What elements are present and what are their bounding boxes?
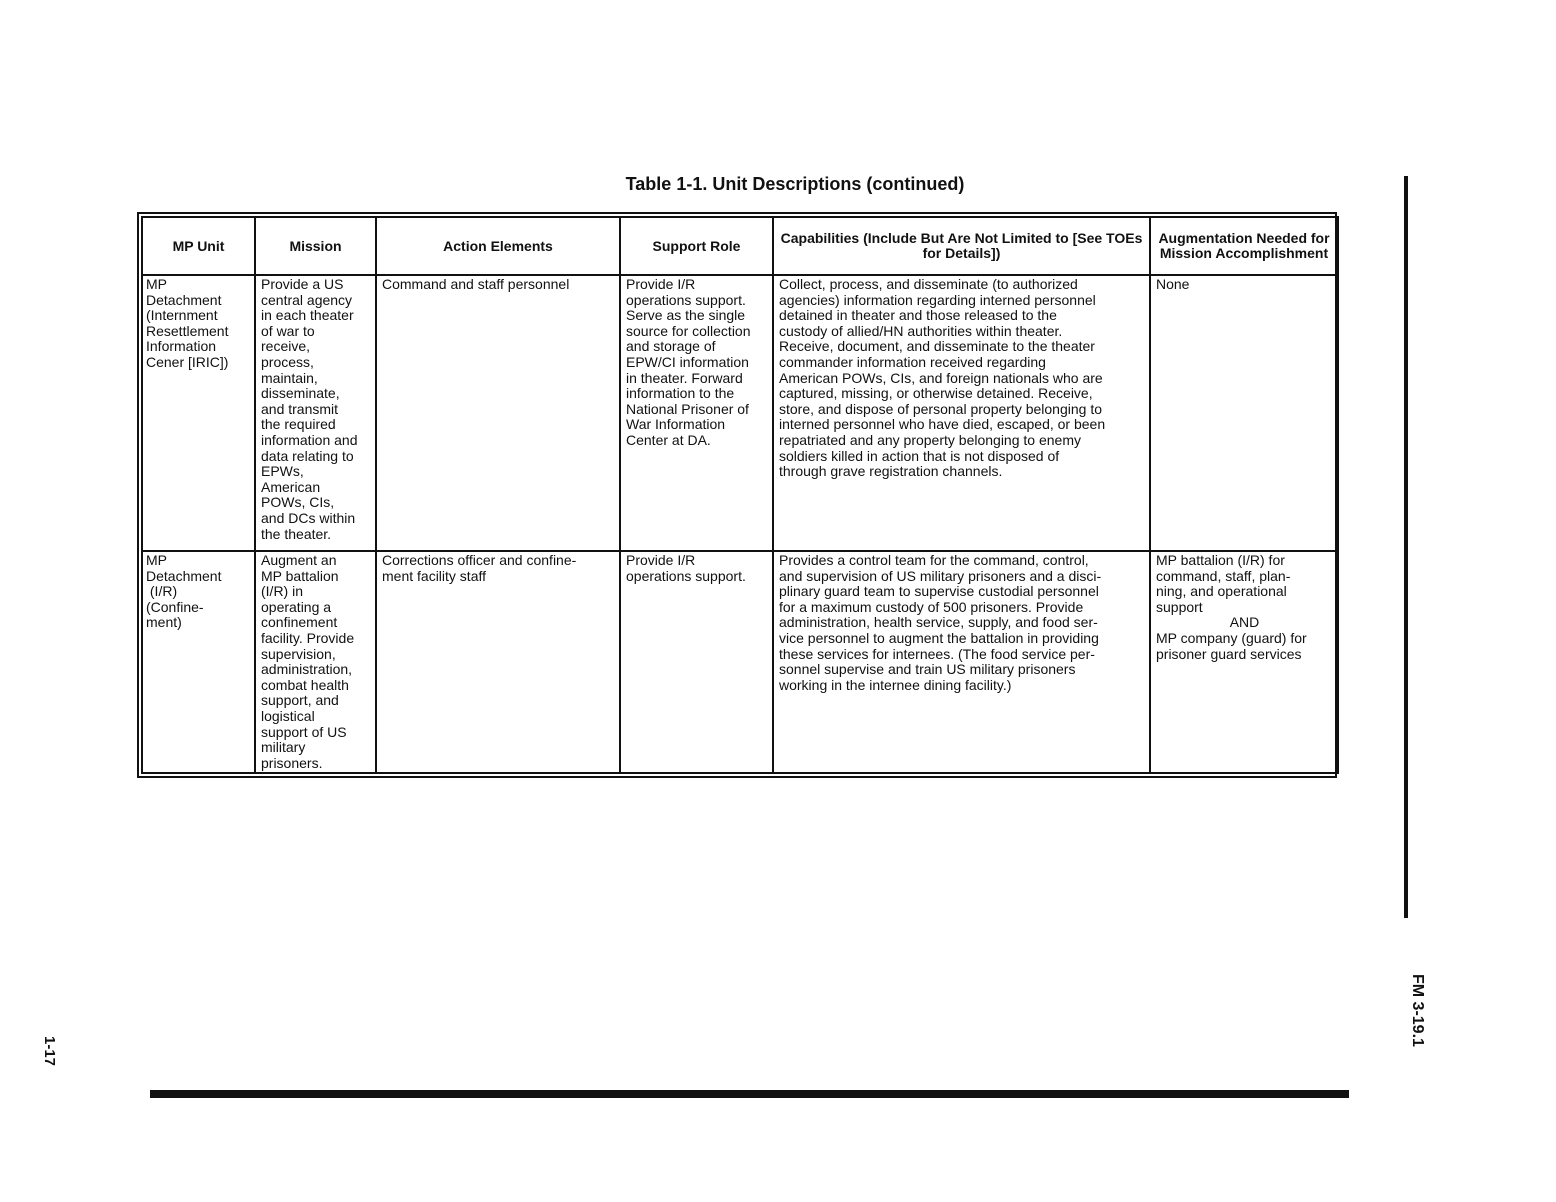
text-line: sonnel supervise and train US military prisoners <box>779 661 1076 678</box>
header-support-role: Support Role <box>620 217 773 275</box>
text-line: POWs, CIs, <box>261 494 335 511</box>
text-line: captured, missing, or otherwise detained. Receive, <box>779 385 1093 402</box>
text-line: EPW/CI information <box>626 353 749 370</box>
text-line: in each theater <box>261 307 354 324</box>
text-line: Serve as the single <box>626 307 746 324</box>
text-line: logistical <box>261 707 315 724</box>
text-line: Provides a control team for the command, control, <box>779 552 1089 568</box>
text-line: interned personnel who have died, escaped, or been <box>779 416 1106 433</box>
text-line: Provide I/R <box>626 276 696 292</box>
text-line: for a maximum custody of 500 prisoners. Provide <box>779 598 1084 615</box>
text-line: Augment an <box>261 552 337 568</box>
text-line: American <box>261 478 321 495</box>
text-line: and transmit <box>261 400 339 417</box>
text-line: National Prisoner of <box>626 400 749 417</box>
text-line: MP battalion (I/R) for <box>1156 552 1285 568</box>
text-line: and DCs within <box>261 509 356 526</box>
text-line: (I/R) in <box>261 583 303 600</box>
text-line: prisoner guard services <box>1156 645 1302 662</box>
text-line: source for collection <box>626 322 751 339</box>
header-augmentation: Augmentation Needed for Mission Accomplishment <box>1150 217 1338 275</box>
text-line: American POWs, CIs, and foreign nationals who are <box>779 369 1103 386</box>
document-id: FM 3-19.1 <box>1409 974 1426 1047</box>
text-line: operations support. <box>626 567 746 584</box>
text-line: the required <box>261 416 336 433</box>
text-line: data relating to <box>261 447 354 464</box>
table-title: Table 1-1. Unit Descriptions (continued) <box>625 174 965 194</box>
text-line: Provide a US <box>261 276 344 292</box>
cell-mission <box>255 551 376 773</box>
text-line: (Internment <box>146 307 218 324</box>
cell-action-elements <box>376 275 620 551</box>
text-line: maintain, <box>261 369 318 386</box>
text-line: prisoners. <box>261 754 323 771</box>
cell-augmentation <box>1150 275 1338 551</box>
text-line: EPWs, <box>261 463 304 480</box>
text-line: Corrections officer and confine- <box>382 552 577 568</box>
text-line: Collect, process, and disseminate (to authorized <box>779 276 1078 292</box>
text-line: supervision, <box>261 645 336 662</box>
text-line: Center at DA. <box>626 431 711 448</box>
text-line: MP <box>146 552 167 568</box>
text-line: plinary guard team to supervise custodial personnel <box>779 583 1099 600</box>
text-line: ment facility staff <box>382 567 487 584</box>
text-line: disseminate, <box>261 385 340 402</box>
table-row <box>142 275 1338 551</box>
text-line-and: AND <box>1229 614 1260 631</box>
text-line: administration, health service, supply, and food ser- <box>779 614 1098 631</box>
cell-capabilities <box>773 275 1150 551</box>
text-line: the theater. <box>261 525 332 542</box>
text-line: Resettlement <box>146 322 229 339</box>
text-line: operating a <box>261 598 332 615</box>
text-line: support, and <box>261 692 339 709</box>
text-line: MP <box>146 276 167 292</box>
text-line: facility. Provide <box>261 629 355 646</box>
text-line: soldiers killed in action that is not disposed of <box>779 447 1060 464</box>
text-line: store, and dispose of personal property belonging to <box>779 400 1102 417</box>
text-line: Detachment <box>146 291 222 308</box>
text-line: agencies) information regarding interned personnel <box>779 291 1096 308</box>
text-line: information and <box>261 431 358 448</box>
text-line: these services for internees. (The food service per- <box>779 645 1095 662</box>
header-mp-unit: MP Unit <box>142 217 255 275</box>
text-line: repatriated and any property belonging to enemy <box>779 431 1081 448</box>
table-row <box>142 551 1338 773</box>
text-line: support <box>1156 598 1203 615</box>
text-line: War Information <box>626 416 726 433</box>
cell-action-elements <box>376 551 620 773</box>
text-line: Command and staff personnel <box>382 276 570 292</box>
text-line: receive, <box>261 338 311 355</box>
text-line: support of US <box>261 723 347 740</box>
text-line: commander information received regarding <box>779 353 1046 370</box>
text-line: working in the internee dining facility.) <box>779 676 1012 693</box>
header-row <box>142 217 1338 275</box>
text-line: custody of allied/HN authorities within theater. <box>779 322 1063 339</box>
header-action-elements: Action Elements <box>376 217 620 275</box>
header-capabilities: Capabilities (Include But Are Not Limited to [See TOEs for Details]) <box>773 217 1150 275</box>
cell-support-role <box>620 275 773 551</box>
text-line: MP battalion <box>261 567 339 584</box>
cell-mission <box>255 275 376 551</box>
text-line: ning, and operational <box>1156 583 1287 600</box>
text-line: Receive, document, and disseminate to the theater <box>779 338 1095 355</box>
page-number: 1-17 <box>41 1036 58 1067</box>
text-line: vice personnel to augment the battalion in providing <box>779 629 1099 646</box>
text-line: detained in theater and those released to the <box>779 307 1057 324</box>
text-line: military <box>261 739 306 756</box>
cell-augmentation <box>1150 551 1338 773</box>
text-line: information to the <box>626 385 735 402</box>
text-line: Provide I/R <box>626 552 696 568</box>
text-line: (I/R) <box>146 583 178 600</box>
text-line: (Confine- <box>146 598 204 615</box>
cell-support-role <box>620 551 773 773</box>
right-margin-rule <box>1404 176 1408 918</box>
text-line: Detachment <box>146 567 222 584</box>
text-line: in theater. Forward <box>626 369 743 386</box>
text-line: MP company (guard) for <box>1156 629 1307 646</box>
text-line: of war to <box>261 322 315 339</box>
unit-descriptions-table <box>137 212 1337 778</box>
text-line: command, staff, plan- <box>1156 567 1291 584</box>
header-mission: Mission <box>255 217 376 275</box>
text-line: through grave registration channels. <box>779 463 1003 480</box>
text-line: administration, <box>261 661 353 678</box>
bottom-margin-rule <box>150 1090 1349 1098</box>
text-line: confinement <box>261 614 338 631</box>
text-line: Cener [IRIC]) <box>146 353 229 370</box>
text-line: operations support. <box>626 291 746 308</box>
text-line: combat health <box>261 676 349 693</box>
text-line: and storage of <box>626 338 716 355</box>
text-line: and supervision of US military prisoners and a disci- <box>779 567 1102 584</box>
text-line: central agency <box>261 291 353 308</box>
text-line: Information <box>146 338 217 355</box>
cell-capabilities <box>773 551 1150 773</box>
text-line: process, <box>261 353 314 370</box>
text-line: ment) <box>146 614 182 631</box>
cell-mp-unit <box>142 275 255 551</box>
cell-mp-unit <box>142 551 255 773</box>
text-line: None <box>1156 276 1190 292</box>
